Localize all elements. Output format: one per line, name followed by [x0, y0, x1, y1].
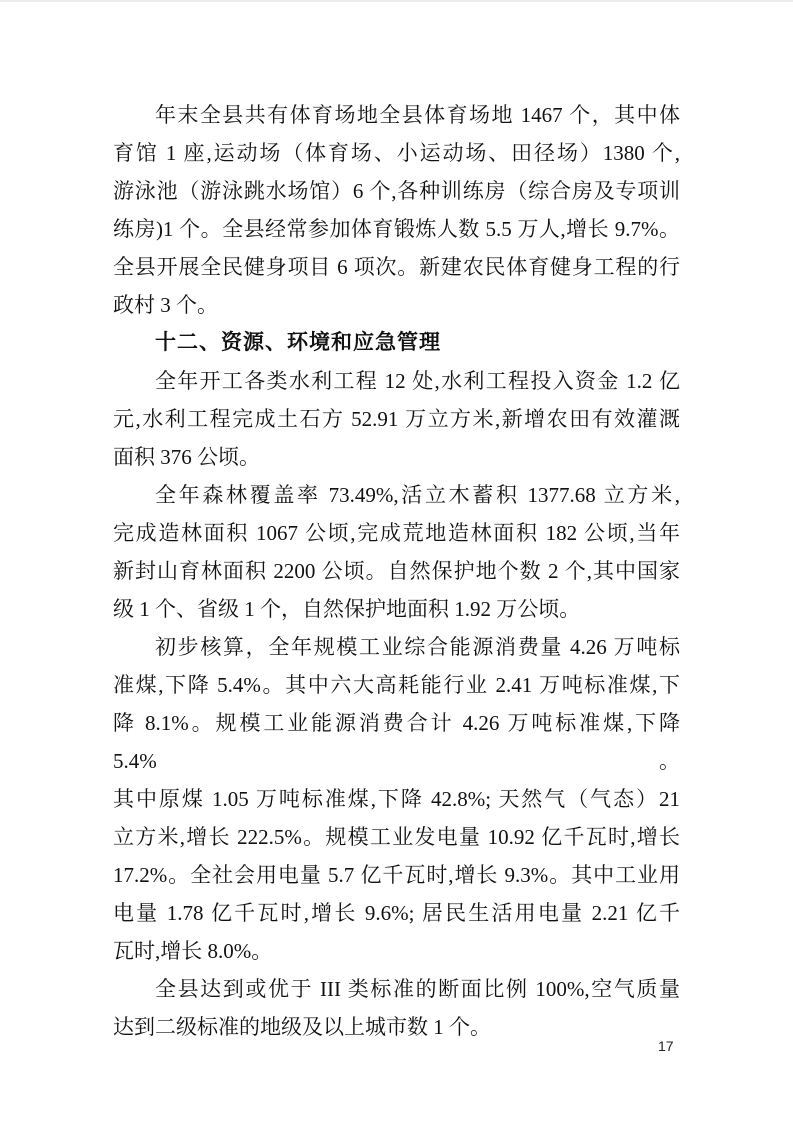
text-line: 游泳池（游泳跳水场馆）6 个,各种训练房（综合房及专项训 — [113, 179, 680, 203]
text-line: 年末全县共有体育场地全县体育场地 1467 个，其中体 — [155, 103, 680, 127]
text-line: 达到二级标准的地级及以上城市数 1 个。 — [113, 1015, 491, 1039]
text-line: 元,水利工程完成土石方 52.91 万立方米,新增农田有效灌溉 — [113, 407, 680, 431]
text-line: 电量 1.78 亿千瓦时,增长 9.6%; 居民生活用电量 2.21 亿千 — [113, 901, 680, 925]
text-line: 降 8.1%。规模工业能源消费合计 4.26 万吨标准煤,下降 5.4%。 — [113, 711, 680, 773]
text-line: 级 1 个、省级 1 个，自然保护地面积 1.92 万公顷。 — [113, 597, 581, 621]
text-line: 全县开展全民健身项目 6 项次。新建农民体育健身工程的行 — [113, 255, 680, 279]
text-line: 面积 376 公顷。 — [113, 445, 260, 469]
text-line: 17.2%。全社会用电量 5.7 亿千瓦时,增长 9.3%。其中工业用 — [113, 863, 680, 887]
text-line: 全年森林覆盖率 73.49%,活立木蓄积 1377.68 立方米, — [155, 483, 680, 507]
text-line: 政村 3 个。 — [113, 293, 218, 317]
text-line: 全年开工各类水利工程 12 处,水利工程投入资金 1.2 亿 — [155, 369, 680, 393]
text-line: 新封山育林面积 2200 公顷。自然保护地个数 2 个,其中国家 — [113, 559, 680, 583]
page-number: 17 — [658, 1038, 674, 1054]
text-line: 初步核算，全年规模工业综合能源消费量 4.26 万吨标 — [155, 635, 680, 659]
text-line: 完成造林面积 1067 公顷,完成荒地造林面积 182 公顷,当年 — [113, 521, 680, 545]
document-content — [113, 96, 680, 1046]
text-line: 全县达到或优于 III 类标准的断面比例 100%,空气质量 — [155, 977, 680, 1001]
text-line: 练房)1 个。全县经常参加体育锻炼人数 5.5 万人,增长 9.7%。 — [113, 217, 680, 241]
text-line: 瓦时,增长 8.0%。 — [113, 939, 273, 963]
text-line: 育馆 1 座,运动场（体育场、小运动场、田径场）1380 个, — [113, 141, 680, 165]
text-line: 立方米,增长 222.5%。规模工业发电量 10.92 亿千瓦时,增长 — [113, 825, 680, 849]
section-heading: 十二、资源、环境和应急管理 — [155, 331, 441, 354]
text-line: 其中原煤 1.05 万吨标准煤,下降 42.8%; 天然气（气态）21 — [113, 787, 680, 811]
text-line: 准煤,下降 5.4%。其中六大高耗能行业 2.41 万吨标准煤,下 — [113, 673, 680, 697]
